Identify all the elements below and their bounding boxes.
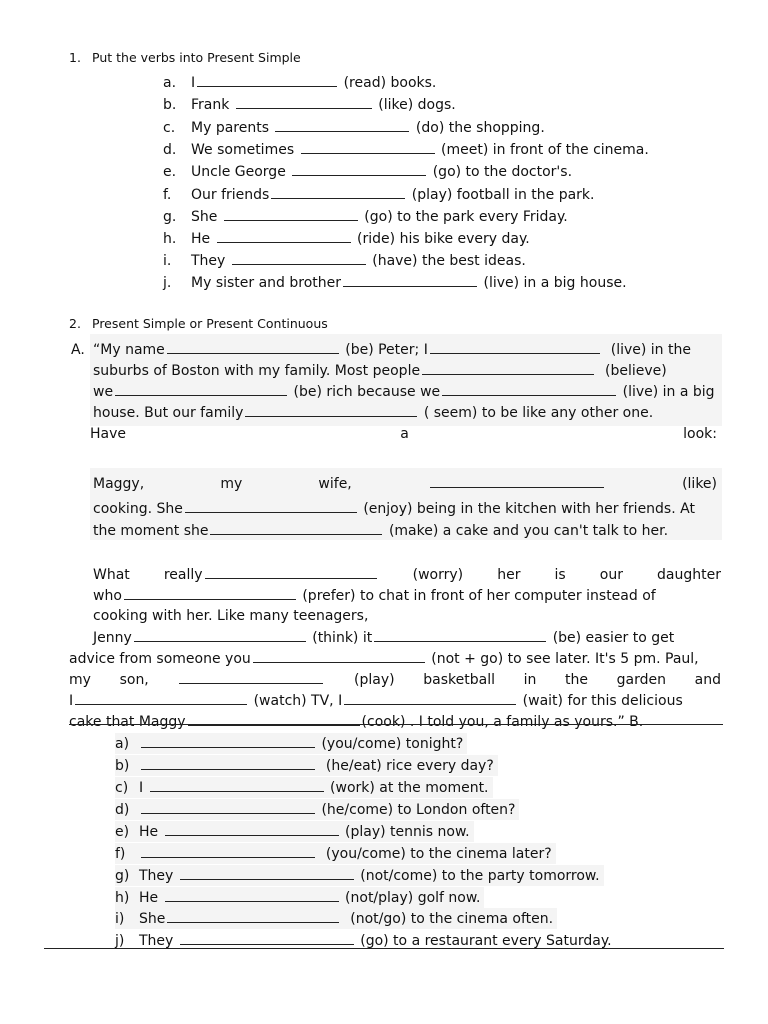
item-verb-hint: (you/come) tonight? bbox=[321, 736, 464, 752]
passage-text: (live) in the bbox=[610, 342, 691, 358]
exercise1-item bbox=[163, 273, 627, 292]
exercise1-item bbox=[163, 185, 594, 204]
blank-line[interactable] bbox=[232, 251, 366, 265]
passage-text: the bbox=[565, 672, 589, 688]
item-letter: h) bbox=[115, 890, 130, 906]
passage-text: garden bbox=[616, 672, 667, 688]
passage-text: (be) Peter; I bbox=[345, 342, 428, 358]
exercise1-item bbox=[163, 95, 456, 114]
item-verb-hint: (he/eat) rice every day? bbox=[325, 758, 494, 774]
item-letter: f) bbox=[115, 846, 126, 862]
passage-text: (watch) TV, I bbox=[253, 693, 343, 709]
blank-line[interactable] bbox=[180, 931, 354, 945]
blank-line[interactable] bbox=[275, 118, 409, 132]
exercise2b-item bbox=[115, 777, 493, 798]
passage-text: suburbs of Boston with my family. Most people bbox=[93, 363, 421, 379]
passage-line bbox=[93, 521, 722, 540]
item-verb-hint: (not/go) to the cinema often. bbox=[350, 911, 554, 927]
passage-text: Jenny bbox=[93, 630, 132, 646]
item-letter: b. bbox=[163, 97, 177, 113]
blank-line[interactable] bbox=[422, 361, 594, 375]
blank-line[interactable] bbox=[165, 822, 339, 836]
item-letter: f. bbox=[163, 187, 172, 203]
passage-text: really bbox=[163, 567, 203, 583]
passage-text: (cook) . I told you, a family as yours.” B. bbox=[361, 714, 644, 730]
item-verb-hint: (not/play) golf now. bbox=[345, 890, 481, 906]
passage-line bbox=[93, 565, 721, 584]
item-verb-hint: (play) football in the park. bbox=[411, 187, 595, 203]
blank-line[interactable] bbox=[430, 340, 600, 354]
exercise2b-item bbox=[115, 908, 557, 929]
item-subject: Uncle George bbox=[191, 164, 286, 180]
passage-text: her bbox=[497, 567, 521, 583]
blank-line[interactable] bbox=[430, 474, 604, 488]
passage-text: cooking. She bbox=[93, 501, 183, 517]
item-letter: e) bbox=[115, 824, 130, 840]
passage-text: look: bbox=[683, 426, 717, 442]
item-letter: h. bbox=[163, 231, 177, 247]
passage-text: who bbox=[93, 588, 122, 604]
passage-line bbox=[93, 403, 722, 422]
blank-line[interactable] bbox=[141, 734, 315, 748]
item-subject: I bbox=[139, 780, 144, 796]
blank-line[interactable] bbox=[344, 691, 516, 705]
item-letter: e. bbox=[163, 164, 177, 180]
item-subject: Our friends bbox=[191, 187, 270, 203]
bottom-rule bbox=[44, 948, 724, 949]
item-verb-hint: (work) at the moment. bbox=[330, 780, 489, 796]
passage-line bbox=[93, 361, 722, 380]
passage-line bbox=[93, 607, 721, 625]
passage-text: cake that Maggy bbox=[69, 714, 186, 730]
blank-line[interactable] bbox=[185, 499, 357, 513]
passage-text: in bbox=[523, 672, 537, 688]
blank-line[interactable] bbox=[236, 95, 372, 109]
exercise2b-item bbox=[115, 843, 556, 864]
passage-text: (worry) bbox=[412, 567, 464, 583]
item-letter: g) bbox=[115, 868, 130, 884]
exercise1-item bbox=[163, 207, 568, 226]
item-subject: They bbox=[139, 868, 174, 884]
section1-number: 1. bbox=[69, 50, 81, 65]
passage-line bbox=[90, 425, 717, 443]
exercise1-item bbox=[163, 162, 572, 181]
item-verb-hint: (go) to a restaurant every Saturday. bbox=[360, 933, 612, 949]
exercise2b-item bbox=[115, 799, 519, 820]
passage-text: son, bbox=[119, 672, 149, 688]
exercise2b-item bbox=[115, 733, 467, 754]
passage-line bbox=[69, 712, 721, 731]
item-letter: c. bbox=[163, 120, 176, 136]
item-verb-hint: (ride) his bike every day. bbox=[357, 231, 530, 247]
item-verb-hint: (go) to the doctor's. bbox=[432, 164, 573, 180]
passage-line bbox=[93, 474, 717, 493]
item-letter: d) bbox=[115, 802, 130, 818]
passage-text: (enjoy) being in the kitchen with her friends. At bbox=[363, 501, 695, 517]
exercise1-item bbox=[163, 140, 649, 159]
item-letter: a. bbox=[163, 75, 177, 91]
blank-line[interactable] bbox=[75, 691, 247, 705]
passage-line bbox=[69, 691, 721, 710]
passage-text: Have bbox=[90, 426, 127, 442]
passage-line bbox=[93, 382, 722, 401]
item-verb-hint: (live) in a big house. bbox=[483, 275, 627, 291]
passage-text: a bbox=[400, 426, 409, 442]
exercise1-item bbox=[163, 251, 526, 270]
item-subject: He bbox=[139, 890, 159, 906]
item-subject: My parents bbox=[191, 120, 269, 136]
part-a-label: A. bbox=[71, 342, 85, 358]
blank-line[interactable] bbox=[180, 866, 354, 880]
blank-line[interactable] bbox=[343, 273, 477, 287]
section2-heading bbox=[69, 316, 328, 331]
blank-line[interactable] bbox=[210, 521, 382, 535]
passage-text: wife, bbox=[318, 476, 352, 492]
blank-line[interactable] bbox=[292, 162, 426, 176]
passage-text: advice from someone you bbox=[69, 651, 251, 667]
passage-text: (wait) for this delicious bbox=[522, 693, 683, 709]
passage-text: cooking with her. Like many teenagers, bbox=[93, 608, 369, 624]
blank-line[interactable] bbox=[197, 73, 337, 87]
passage-line bbox=[69, 670, 721, 689]
divider-line bbox=[69, 724, 723, 725]
blank-line[interactable] bbox=[124, 586, 296, 600]
passage-text: (be) rich because we bbox=[293, 384, 441, 400]
passage-text: house. But our family bbox=[93, 405, 244, 421]
passage-line bbox=[69, 649, 721, 668]
item-verb-hint: (play) tennis now. bbox=[345, 824, 470, 840]
passage-text: (prefer) to chat in front of her computer instead of bbox=[302, 588, 656, 604]
item-letter: c) bbox=[115, 780, 129, 796]
passage-text: basketball bbox=[423, 672, 495, 688]
item-subject: She bbox=[139, 911, 166, 927]
section1-heading bbox=[69, 50, 301, 65]
passage-text: What bbox=[93, 567, 130, 583]
item-verb-hint: (he/come) to London often? bbox=[321, 802, 516, 818]
item-letter: a) bbox=[115, 736, 130, 752]
passage-line bbox=[93, 499, 722, 518]
item-letter: j) bbox=[115, 933, 125, 949]
exercise2b-item bbox=[115, 821, 474, 842]
blank-line[interactable] bbox=[115, 382, 287, 396]
item-verb-hint: (not/come) to the party tomorrow. bbox=[360, 868, 600, 884]
item-letter: d. bbox=[163, 142, 177, 158]
item-verb-hint: (have) the best ideas. bbox=[372, 253, 526, 269]
passage-text: is bbox=[554, 567, 566, 583]
blank-line[interactable] bbox=[165, 888, 339, 902]
item-verb-hint: (go) to the park every Friday. bbox=[364, 209, 568, 225]
blank-line[interactable] bbox=[245, 403, 417, 417]
section1-title: Put the verbs into Present Simple bbox=[92, 50, 301, 65]
blank-line[interactable] bbox=[150, 778, 324, 792]
item-verb-hint: (read) books. bbox=[343, 75, 437, 91]
passage-text: I bbox=[69, 693, 74, 709]
passage-text: (make) a cake and you can't talk to her. bbox=[388, 523, 669, 539]
item-subject: My sister and brother bbox=[191, 275, 342, 291]
blank-line[interactable] bbox=[374, 628, 546, 642]
exercise1-item bbox=[163, 118, 545, 137]
passage-text: my bbox=[69, 672, 91, 688]
item-letter: i. bbox=[163, 253, 172, 269]
passage-text: we bbox=[93, 384, 114, 400]
blank-line[interactable] bbox=[141, 800, 315, 814]
item-letter: g. bbox=[163, 209, 177, 225]
exercise2b-item bbox=[115, 887, 484, 908]
item-letter: j. bbox=[163, 275, 172, 291]
passage-text: (live) in a big bbox=[622, 384, 715, 400]
passage-text: our bbox=[599, 567, 623, 583]
passage-text: (be) easier to get bbox=[552, 630, 675, 646]
passage-text: daughter bbox=[657, 567, 721, 583]
exercise1-item bbox=[163, 73, 436, 92]
item-verb-hint: (meet) in front of the cinema. bbox=[441, 142, 649, 158]
item-subject: I bbox=[191, 75, 196, 91]
passage-line bbox=[93, 586, 721, 605]
passage-text: “My name bbox=[93, 342, 165, 358]
item-subject: They bbox=[139, 933, 174, 949]
passage-text: the moment she bbox=[93, 523, 209, 539]
exercise1-item bbox=[163, 229, 530, 248]
blank-line[interactable] bbox=[217, 229, 351, 243]
blank-line[interactable] bbox=[271, 185, 405, 199]
item-subject: We sometimes bbox=[191, 142, 295, 158]
passage-text: (play) bbox=[354, 672, 395, 688]
blank-line[interactable] bbox=[224, 207, 358, 221]
passage-text: (like) bbox=[682, 476, 718, 492]
item-verb-hint: (do) the shopping. bbox=[415, 120, 545, 136]
item-letter: i) bbox=[115, 911, 125, 927]
section2-title: Present Simple or Present Continuous bbox=[92, 316, 328, 331]
section2-number: 2. bbox=[69, 316, 81, 331]
item-verb-hint: (like) dogs. bbox=[378, 97, 456, 113]
passage-line bbox=[93, 628, 721, 647]
blank-line[interactable] bbox=[134, 628, 306, 642]
passage-text: my bbox=[220, 476, 243, 492]
passage-line bbox=[71, 340, 722, 359]
blank-line[interactable] bbox=[167, 340, 339, 354]
blank-line[interactable] bbox=[442, 382, 616, 396]
passage-text: (not + go) to see later. It's 5 pm. Paul, bbox=[431, 651, 699, 667]
item-subject: He bbox=[191, 231, 211, 247]
exercise2b-item bbox=[115, 755, 498, 776]
passage-text: Maggy, bbox=[93, 476, 145, 492]
blank-line[interactable] bbox=[141, 844, 315, 858]
passage-text: (think) it bbox=[312, 630, 373, 646]
passage-text: and bbox=[694, 672, 721, 688]
passage-text: (believe) bbox=[604, 363, 667, 379]
blank-line[interactable] bbox=[179, 670, 323, 684]
blank-line[interactable] bbox=[205, 565, 377, 579]
item-verb-hint: (you/come) to the cinema later? bbox=[325, 846, 552, 862]
blank-line[interactable] bbox=[167, 909, 339, 923]
blank-line[interactable] bbox=[301, 140, 435, 154]
blank-line[interactable] bbox=[253, 649, 425, 663]
item-subject: They bbox=[191, 253, 226, 269]
passage-text: ( seem) to be like any other one. bbox=[423, 405, 654, 421]
exercise2b-item bbox=[115, 865, 604, 886]
item-letter: b) bbox=[115, 758, 130, 774]
item-subject: She bbox=[191, 209, 218, 225]
item-subject: Frank bbox=[191, 97, 230, 113]
blank-line[interactable] bbox=[141, 756, 315, 770]
item-subject: He bbox=[139, 824, 159, 840]
